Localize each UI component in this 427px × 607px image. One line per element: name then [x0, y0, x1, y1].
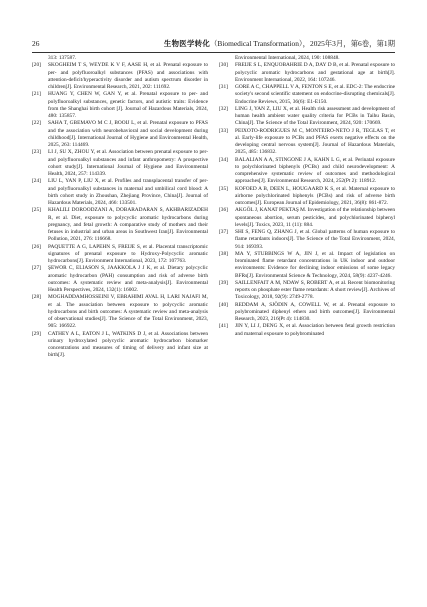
- reference-text: KHALILI DOROODZANI A, DOBARADARAN S, AKHBARIZADEH R, et al. Diet, exposure to polycyclic aromatic hydrocarbons during pregnancy, and fetal growth: A comparative study of mothers and their fetuses in industrial and urban areas in Southwest Iran[J]. Environmental Pollution, 2021, 276: 116668.: [48, 207, 208, 243]
- reference-number: [29]: [32, 330, 41, 337]
- reference-continuation: [32, 55, 208, 62]
- reference-text: LIU L, YAN P, LIU X, et al. Profiles and transplacental transfer of per- and polyfluoroalkyl substances in maternal and umbilical cord blood: A birth cohort study in Zhoushan, Zhejiang Province, China[J]. Journal of Hazardous Materials, 2024, 466: 133501.: [48, 178, 208, 206]
- reference-entry: [219, 186, 395, 208]
- reference-number: [33]: [219, 127, 228, 134]
- reference-entry: [32, 91, 208, 120]
- reference-entry: [32, 294, 208, 330]
- reference-number: [39]: [219, 279, 228, 286]
- reference-number: [24]: [32, 178, 41, 185]
- reference-entry: [219, 251, 395, 280]
- reference-text: SAILLENFAIT A M, NDAW S, ROBERT A, et al. Recent biomonitoring reports on phosphate ester flame retardants: A short review[J]. Archives of Toxicology, 2018, 92(9): 2749-2778.: [235, 279, 395, 301]
- journal-title-details: （Biomedical Transformation），2025年3月，第6卷，第1期: [210, 39, 395, 48]
- reference-text: PAQUETTE A G, LAPEHN S, FREIJE S, et al. Placental transcriptomic signatures of prenatal exposure to Hydroxy-Polycyclic aromatic hydrocarbons[J]. Environment International, 2023, 172: 107763.: [48, 243, 208, 264]
- reference-entry: [219, 62, 395, 84]
- reference-entry: [219, 229, 395, 251]
- page-number: 26: [32, 39, 40, 48]
- reference-entry: [32, 244, 208, 266]
- reference-text: MA Y, STUBBINGS W A, JIN J, et al. Impact of legislation on brominated flame retardant concentrations in UK indoor and outdoor environments: Evidence for declining indoor emissions of some legacy BFRs[J]. Environmental Science & Technology, 2024, 58(9): 4237-4246.: [235, 250, 395, 279]
- header-rule: [32, 52, 395, 53]
- reference-text: FREIJE S L, ENQUOBAHRIE D A, DAY D B, et al. Prenatal exposure to polycyclic aromatic hydrocarbons and gestational age at birth[J]. Environment International, 2022, 164: 107246.: [235, 62, 395, 83]
- reference-entry: [219, 280, 395, 302]
- references-left-column: [32, 55, 208, 360]
- reference-text: PEIXOTO-RODRIGUES M C, MONTEIRO-NETO J R, TEGLAS T, et al. Early-life exposure to PCBs and PFAS exerts negative effects on the developing central nervous system[J]. Journal of Hazardous Materials, 2025, 485: 136832.: [235, 127, 395, 156]
- reference-entry: [32, 62, 208, 91]
- reference-number: [22]: [32, 120, 41, 127]
- reference-text: AKGÖL J, KANAT PEKTAŞ M. Investigation of the relationship between spontaneous abortion, serum pesticides, and polychlorinated biphenyl levels[J]. Toxics, 2023, 11 (11): 884.: [235, 207, 395, 228]
- journal-title-cn: 生物医学转化: [163, 39, 211, 48]
- reference-number: [21]: [32, 91, 41, 98]
- reference-number: [37]: [219, 229, 228, 235]
- reference-text: LING J, YAN Z, LIU X, et al. Health risk assessment and development of human health ambient water quality criteria for PCBs in Taihu Basin, China[J]. The Science of the Total Environment, 2024, 920: 170669.: [235, 105, 395, 127]
- reference-continuation: [219, 55, 395, 62]
- reference-entry: [32, 265, 208, 294]
- reference-number: [23]: [32, 149, 41, 156]
- reference-text: KOFOED A B, DEEN L, HOUGAARD K S, et al. Maternal exposure to airborne polychlorinated biphenyls (PCBs) and risk of adverse birth outcomes[J]. European Journal of Epidemiology, 2021, 36(8): 861-872.: [235, 185, 395, 206]
- reference-text: SHI S, FENG Q, ZHANG J, et al. Global patterns of human exposure to flame retardants indoors[J]. The Science of the Total Environment, 2024, 914: 169393.: [235, 229, 395, 250]
- reference-text: GORE A C, CHAPPELL V A, FENTON S E, et al. EDC-2: The endocrine society's second scientific statement on endocrine-disrupting chemicals[J]. Endocrine Reviews, 2015, 36(6): E1-E150.: [235, 84, 395, 105]
- reference-entry: [32, 331, 208, 360]
- reference-number: [34]: [219, 156, 228, 163]
- reference-entry: [32, 207, 208, 243]
- reference-text: MOGHADDAMHOSSEINI V, EBRAHIMI AVAL H, LARI NAJAFI M, et al. The association between exposure to polycyclic aromatic hydrocarbons and birth outcomes: A systematic review and meta-analysis of observational studies[J]. The Science of the Total Environment, 2023, 905: 166922.: [48, 294, 208, 330]
- journal-title: [164, 38, 395, 50]
- reference-number: [36]: [219, 207, 228, 214]
- reference-number: [31]: [219, 84, 228, 90]
- reference-number: [20]: [32, 62, 41, 69]
- reference-entry: [219, 207, 395, 229]
- reference-text: JIN Y, LI J, DENG X, et al. Association between fetal growth restriction and maternal exposure to polybrominated: [235, 323, 395, 337]
- reference-text: CATHEY A L, EATON J L, WATKINS D J, et al. Associations between urinary hydroxylated polycyclic aromatic hydrocarbon biomarker concentrations and measures of timing of delivery and infant size at birth[J].: [48, 330, 208, 359]
- reference-number: [30]: [219, 62, 228, 69]
- reference-number: [25]: [32, 207, 41, 214]
- reference-number: [32]: [219, 105, 228, 112]
- reference-text: 313: 137587.: [48, 55, 77, 61]
- reference-entry: [32, 149, 208, 178]
- reference-number: [40]: [219, 301, 228, 308]
- reference-number: [26]: [32, 243, 41, 250]
- reference-entry: [32, 120, 208, 149]
- reference-text: BALALIAN A A, STINGONE J A, KAHN L G, et al. Perinatal exposure to polychlorinated biphenyls (PCBs) and child neurodevelopment: A comprehensive systematic review of outcomes and methodological approaches[J]. Environmental Research, 2024, 252(Pt 2): 118912.: [235, 156, 395, 185]
- reference-entry: [219, 323, 395, 338]
- reference-entry: [219, 128, 395, 157]
- reference-entry: [219, 106, 395, 128]
- reference-text: SAHA T, GBEMAVO M C J, BOOIJ L, et al. Prenatal exposure to PFAS and the association with neurobehavioral and social development during childhood[J]. International Journal of Hygiene and Environmental Health, 2025, 263: 114469.: [48, 120, 208, 148]
- references-right-column: [219, 55, 395, 338]
- reference-number: [38]: [219, 250, 228, 257]
- reference-text: LI J, SU X, ZHOU Y, et al. Association between prenatal exposure to per- and polyfluoroalkyl substances and infant anthropometry: A prospective cohort study[J]. International Journal of Hygiene and Environmental Health, 2024, 257: 114339.: [48, 149, 208, 177]
- reference-entry: [219, 84, 395, 106]
- reference-text: HUANG Y, CHEN W, GAN Y, et al. Prenatal exposure to per- and polyfluoroalkyl substances, genetic factors, and autistic traits: Evidence from the Shanghai birth cohort [J]. Journal of Hazardous Materials, 2024, 480: 135857.: [48, 91, 208, 119]
- reference-number: [35]: [219, 185, 228, 192]
- reference-text: SKOGHEIM T S, WEYDE K V F, AASE H, et al. Prenatal exposure to per- and polyfluoroalkyl substances (PFAS) and associations with attention-deficit/hyperactivity disorder and autism spectrum disorder in children[J]. Environmental Research, 2021, 202: 111692.: [48, 62, 208, 90]
- reference-number: [27]: [32, 265, 41, 272]
- reference-text: REDDAM A, SJÖDIN A, COWELL W, et al. Prenatal exposure to polybrominated diphenyl ethers and birth outcomes[J]. Environmental Research, 2023, 216(Pt 4): 114830.: [235, 301, 395, 322]
- reference-number: [41]: [219, 323, 228, 330]
- page-header: [32, 38, 395, 50]
- reference-entry: [32, 178, 208, 207]
- reference-entry: [219, 157, 395, 186]
- reference-number: [28]: [32, 294, 41, 301]
- reference-text: ŞEWOR C, ELIASON S, JAAKKOLA J J K, et al. Dietary polycyclic aromatic hydrocarbon (PAH) consumption and risk of adverse birth outcomes: A systematic review and meta-analysis[J]. Environmental Health Perspectives, 2024, 132(1): 16002.: [48, 265, 208, 293]
- reference-entry: [219, 302, 395, 324]
- reference-text: Environmental International, 2024, 190: 108848.: [235, 55, 340, 61]
